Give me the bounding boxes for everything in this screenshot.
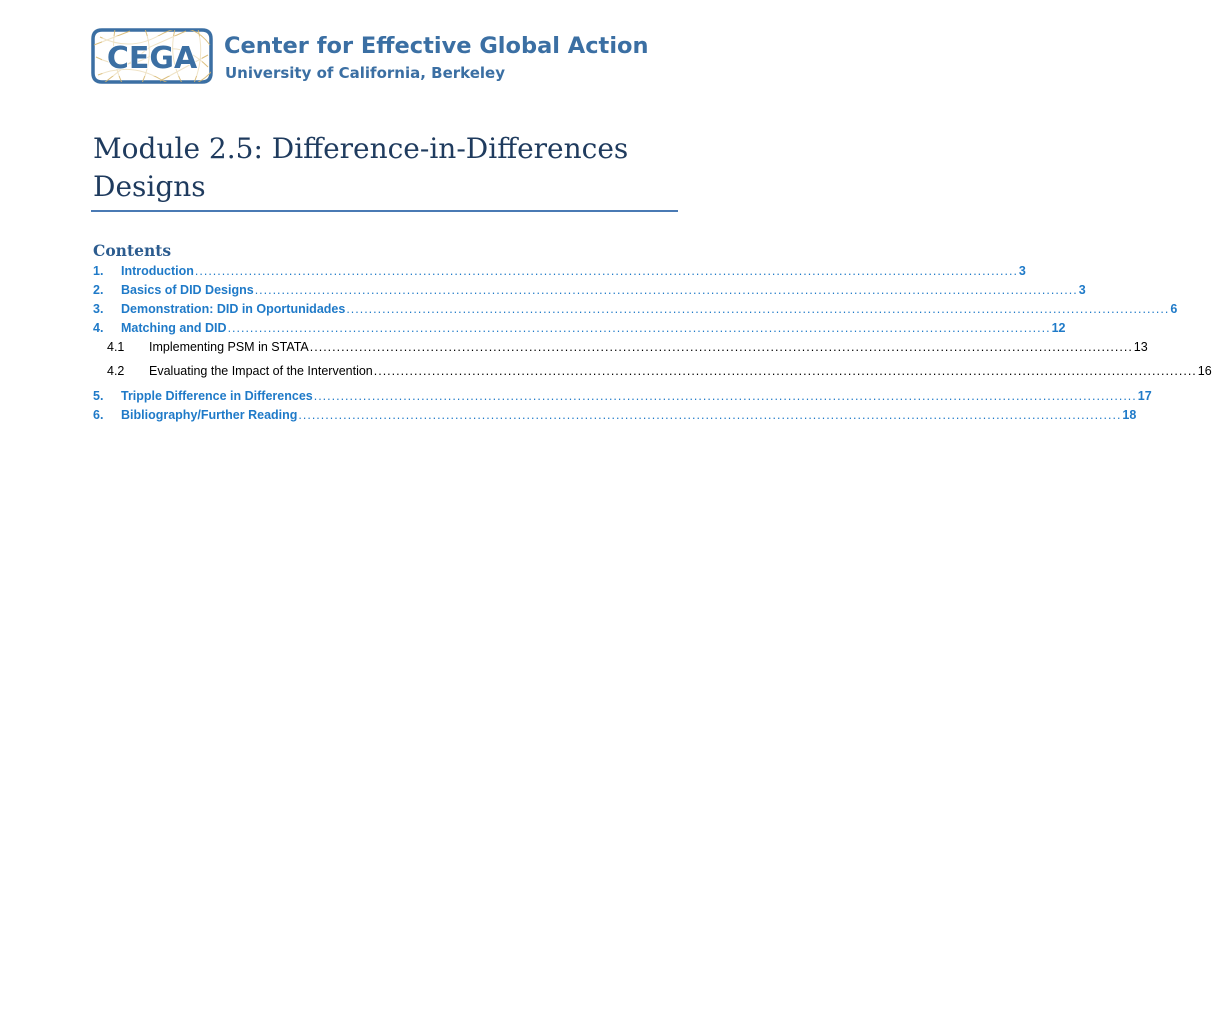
toc-leader-dots: ........................................................................................................................................................................................ (309, 340, 1133, 354)
toc-entry-title: Demonstration: DID in Oportunidades (121, 302, 346, 316)
toc-entry-bibliography[interactable] (93, 406, 1137, 424)
toc-leader-dots: ........................................................................................................................................................................................ (227, 321, 1051, 335)
toc-entry-demonstration[interactable] (93, 300, 1178, 318)
toc-entry-number: 3. (93, 302, 104, 316)
toc-entry-page: 17 (1137, 389, 1152, 403)
toc-entry-number: 2. (93, 283, 104, 297)
toc-entry-number: 4.2 (107, 364, 125, 378)
toc-entry-title: Tripple Difference in Differences (121, 389, 313, 403)
toc-entry-title: Basics of DID Designs (121, 283, 254, 297)
toc-leader-dots: ........................................................................................................................................................................................ (346, 302, 1170, 316)
toc-entry-number: 4.1 (107, 340, 125, 354)
toc-entry-page: 13 (1133, 340, 1148, 354)
org-name: Center for Effective Global Action (224, 33, 649, 59)
toc-entry-number: 4. (93, 321, 104, 335)
toc-entry-page: 12 (1051, 321, 1066, 335)
toc-entry-number: 1. (93, 264, 104, 278)
toc-entry-evaluating-impact[interactable] (93, 362, 1212, 380)
toc-entry-page: 6 (1170, 302, 1178, 316)
toc-entry-number: 6. (93, 408, 104, 422)
toc-entry-title: Matching and DID (121, 321, 227, 335)
page-header (90, 27, 690, 87)
toc-entry-number: 5. (93, 389, 104, 403)
toc-leader-dots: ........................................................................................................................................................................................ (194, 264, 1018, 278)
title-divider (91, 210, 678, 212)
toc-leader-dots: ........................................................................................................................................................................................ (254, 283, 1078, 297)
logo-text: CEGA (106, 41, 198, 76)
toc-entry-page: 18 (1122, 408, 1137, 422)
toc-entry-introduction[interactable] (93, 262, 1026, 280)
org-subtitle: University of California, Berkeley (225, 64, 505, 82)
document-title: Module 2.5: Difference-in-Differences Designs (93, 132, 629, 203)
toc-entry-tripple-difference[interactable] (93, 387, 1152, 405)
toc-entry-page: 16 (1197, 364, 1212, 378)
toc-entry-page: 3 (1018, 264, 1026, 278)
toc-entry-title: Introduction (121, 264, 194, 278)
toc-entry-page: 3 (1078, 283, 1086, 297)
toc-entry-title: Bibliography/Further Reading (121, 408, 298, 422)
toc-entry-matching-and-did[interactable] (93, 319, 1066, 337)
toc-leader-dots: ........................................................................................................................................................................................ (313, 389, 1137, 403)
toc-entry-implementing-psm[interactable] (93, 338, 1148, 356)
toc-leader-dots: ........................................................................................................................................................................................ (373, 364, 1197, 378)
toc-entry-basics-of-did-designs[interactable] (93, 281, 1086, 299)
toc-entry-title: Implementing PSM in STATA (149, 340, 309, 354)
toc-leader-dots: ........................................................................................................................................................................................ (298, 408, 1122, 422)
contents-heading: Contents (93, 241, 172, 260)
toc-entry-title: Evaluating the Impact of the Intervention (149, 364, 373, 378)
cega-logo (90, 27, 214, 85)
